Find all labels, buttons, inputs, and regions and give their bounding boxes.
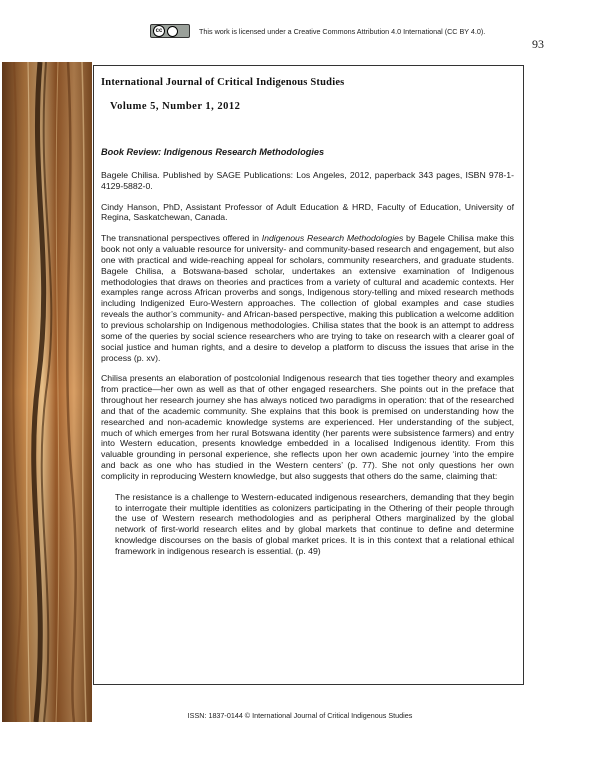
paragraph-1-start: The transnational perspectives offered in [101,233,262,244]
volume-info: Volume 5, Number 1, 2012 [110,101,241,112]
reviewer-info: Cindy Hanson, PhD, Assistant Professor of Adult Education & HRD, Faculty of Education, University of Regina, Saskatchewan, Canada. [101,201,514,223]
review-title: Book Review: Indigenous Research Methodologies [101,147,325,157]
paragraph-2: Chilisa presents an elaboration of postcolonial Indigenous research that ties together theory and examples from practice—her own as well as that of other engaged researchers. She points out in the preface that throughout her research journey she has always noticed two paradigms in operation: that of the researched and that of the academic community. She explains that this book is premised on understanding how the researched and non-academic knowledge systems are experienced. Her understanding of the subject, much of which emerges from her rural Botswana identity (her parents were subsistence farmers) and entry into Western education, presents knowledge embedded in a localised Indigenous identity. From this valuable grounding in personal experience, she reflects upon her own academic journey ‘into the empire and back as one who has studied in the Western centers’ (p. 77). She not only questions her own complicity in reproducing Western knowledge, but also suggests that others do the same, claiming that: [101,373,514,481]
page-number: 93 [532,37,544,51]
cc-icon: cc [153,25,165,37]
footer-issn: ISSN: 1837-0144 © International Journal of Critical Indigenous Studies [187,711,413,720]
license-notice: This work is licensed under a Creative Commons Attribution 4.0 International (CC BY 4.0). [199,27,486,36]
block-quote: The resistance is a challenge to Western-educated indigenous researchers, demanding that they begin to interrogate their multiple identities as colonizers participating in the Othering of their people through the use of Western research methodologies and as peripheral Others marginalized by the global network of first-world research elites and by global markets that continue to define and determine knowledge discourses on the basis of global market prices. It is in this context that a relational ethical framework in indigenous research is essential. (p. 49) [115,491,514,556]
book-title-italic: Indigenous Research Methodologies [261,233,404,244]
paragraph-1-rest: by Bagele Chilisa make this book not only a valuable resource for university- and community-based research and engagement, but also one with practical and wide-reaching appeal for scholars, community researchers, and graduate students. Bagele Chilisa, a Botswana-based scholar, undertakes an extensive examination of Indigenous methodologies that draws on theories and practices from a variety of cultural and academic contexts. Her examples range across African proverbs and songs, Indigenous story-telling and mixed research methods including Indigenized Euro-Western approaches. The collection of global examples and case studies reveals the author’s community- and African-based perspective, making this publication a welcome addition to previous scholarship on Indigenous methodologies. Chilisa states that the book is an attempt to address some of the queries by social science researchers who are trying to take on research with a clearer goal of social justice and human rights, and a desire to develop a platform to discuss the issues that arise in the process (p. xv). [101,233,514,363]
by-attribution-icon [167,26,178,37]
book-citation: Bagele Chilisa. Published by SAGE Publications: Los Angeles, 2012, paperback 343 pages, ISBN 978-1-4129-5882-0. [101,169,514,191]
article-body [101,147,514,557]
decorative-wood-image [2,62,92,722]
cc-license-badge [150,24,190,38]
journal-title: International Journal of Critical Indigenous Studies [101,77,345,88]
paragraph-1 [101,233,514,363]
